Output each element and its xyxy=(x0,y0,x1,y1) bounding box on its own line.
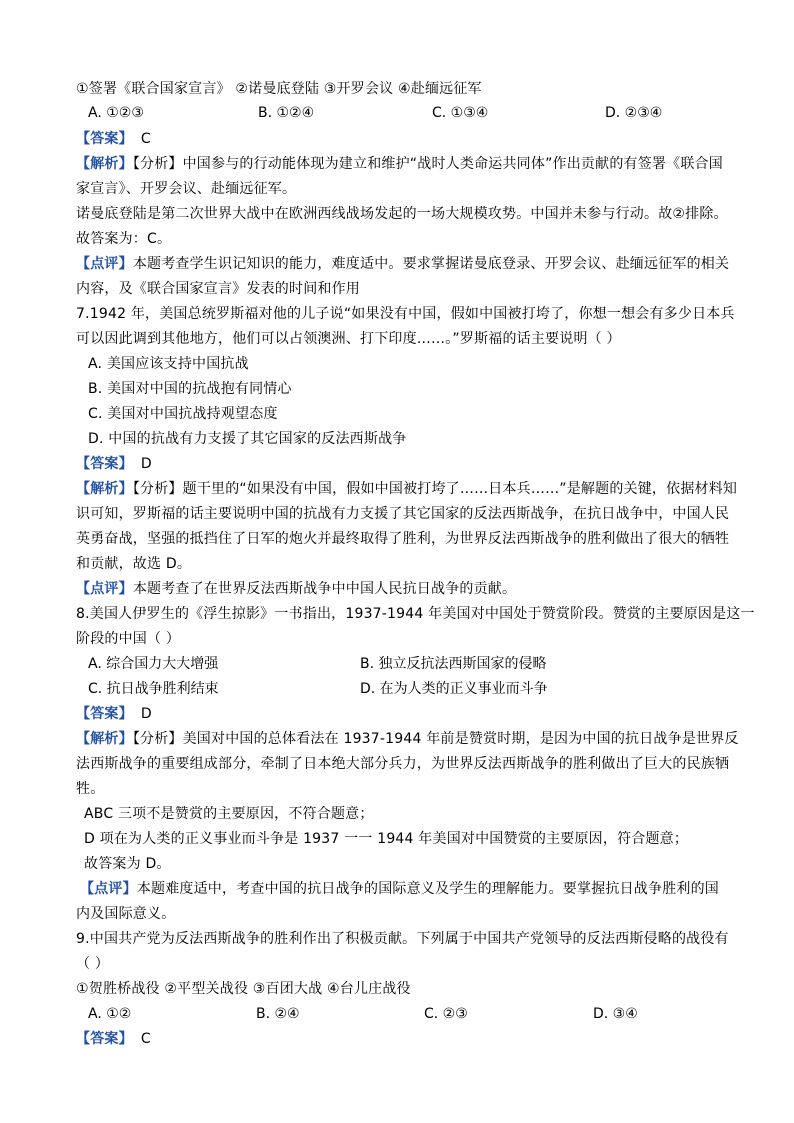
q7-option-c: C. 美国对中国抗战持观望态度 xyxy=(88,406,278,422)
analysis-tag: 【解析】 xyxy=(76,156,133,172)
q6-comment-line-2: 内容，及《联合国家宣言》发表的时间和作用 xyxy=(76,281,360,297)
comment-text: 本题考查学生识记知识的能力，难度适中。要求掌握诺曼底登录、开罗会议、赴缅远征军的相关 xyxy=(132,256,730,272)
q9-option-b: B. ②④ xyxy=(256,1006,300,1022)
comment-text: 本题考查了在世界反法西斯战争中中国人民抗日战争的贡献。 xyxy=(132,581,517,597)
q8-answer xyxy=(76,705,152,723)
analysis-text: 【分析】题干里的“如果没有中国，假如中国被打垮了……日本兵……”是解题的关键，依据材料知 xyxy=(132,481,738,497)
q7-comment xyxy=(76,580,516,598)
analysis-text: 【分析】美国对中国的总体看法在 1937-1944 年前是赞赏时期，是因为中国的抗日战争是世界反 xyxy=(132,731,739,747)
q6-comment-line-1 xyxy=(76,255,729,273)
q7-analysis-line-3: 英勇奋战，坚强的抵挡住了日军的炮火并最终取得了胜利，为世界反法西斯战争的胜利做出了很大的牺牲 xyxy=(76,531,730,547)
q6-option-b: B. ①②④ xyxy=(258,105,315,121)
q8-option-a: A. 综合国力大大增强 xyxy=(88,656,219,672)
q8-comment-line-1 xyxy=(80,880,719,898)
answer-tag: 【答案】 xyxy=(76,456,133,472)
q6-analysis-line-4: 故答案为：C。 xyxy=(76,231,172,247)
q8-analysis-line-5: D 项在为人类的正义事业而斗争是 1937 一一 1944 年美国对中国赞赏的主要原因，符合题意； xyxy=(84,831,689,847)
q7-option-b: B. 美国对中国的抗战抱有同情心 xyxy=(88,381,292,397)
comment-text: 本题难度适中，考查中国的抗日战争的国际意义及学生的理解能力。要掌握抗日战争胜利的国 xyxy=(136,881,720,897)
q9-option-a: A. ①② xyxy=(88,1006,132,1022)
q9-stem-line-2: （ ） xyxy=(76,956,110,972)
q8-option-b: B. 独立反抗法西斯国家的侵略 xyxy=(360,656,547,672)
answer-value: D xyxy=(140,706,152,722)
q6-option-d: D. ②③④ xyxy=(605,105,663,121)
answer-tag: 【答案】 xyxy=(76,131,133,147)
answer-value: D xyxy=(140,456,152,472)
q7-option-d: D. 中国的抗战有力支援了其它国家的反法西斯战争 xyxy=(88,431,407,447)
q9-option-c: C. ②③ xyxy=(424,1006,468,1022)
q7-analysis-line-1 xyxy=(76,480,737,498)
q8-analysis-line-3: 牲。 xyxy=(76,781,105,797)
answer-tag: 【答案】 xyxy=(76,1031,133,1047)
q6-option-c: C. ①③④ xyxy=(432,105,489,121)
q9-stem-line-1: 9.中国共产党为反法西斯战争的胜利作出了积极贡献。下列属于中国共产党领导的反法西斯侵略的战役有 xyxy=(76,931,729,947)
q8-stem-line-1: 8.美国人伊罗生的《浮生掠影》一书指出，1937-1944 年美国对中国处于赞赏阶段。赞赏的主要原因是这一 xyxy=(76,606,755,622)
analysis-tag: 【解析】 xyxy=(76,481,133,497)
q6-option-a: A. ①②③ xyxy=(88,105,144,121)
q7-answer xyxy=(76,455,152,473)
q8-stem-line-2: 阶段的中国（ ） xyxy=(76,631,181,647)
q6-answer xyxy=(76,130,151,148)
analysis-tag: 【解析】 xyxy=(76,731,133,747)
q6-analysis-line-1 xyxy=(76,155,723,173)
comment-tag: 【点评】 xyxy=(76,581,133,597)
q6-analysis-line-3: 诺曼底登陆是第二次世界大战中在欧洲西线战场发起的一场大规模攻势。中国并未参与行动。故②排除。 xyxy=(76,206,728,222)
answer-value: C xyxy=(140,131,151,147)
analysis-text: 【分析】中国参与的行动能体现为建立和维护“战时人类命运共同体”作出贡献的有签署《联合国 xyxy=(132,156,723,172)
q6-analysis-line-2: 家宣言》、开罗会议、赴缅远征军。 xyxy=(76,181,297,197)
comment-tag: 【点评】 xyxy=(80,881,137,897)
q8-analysis-line-4: ABC 三项不是赞赏的主要原因，不符合题意； xyxy=(84,806,374,822)
q9-items: ①贺胜桥战役 ②平型关战役 ③百团大战 ④台儿庄战役 xyxy=(76,981,411,997)
q7-stem-line-1: 7.1942 年，美国总统罗斯福对他的儿子说“如果没有中国，假如中国被打垮了，你想一想会有多少日本兵 xyxy=(76,306,735,322)
q6-items: ①签署《联合国家宣言》 ②诺曼底登陆 ③开罗会议 ④赴缅远征军 xyxy=(76,81,482,97)
q9-answer xyxy=(76,1030,151,1048)
answer-value: C xyxy=(140,1031,151,1047)
q8-comment-line-2: 内及国际意义。 xyxy=(76,906,176,922)
answer-tag: 【答案】 xyxy=(76,706,133,722)
q7-option-a: A. 美国应该支持中国抗战 xyxy=(88,356,249,372)
comment-tag: 【点评】 xyxy=(76,256,133,272)
q8-option-c: C. 抗日战争胜利结束 xyxy=(88,681,219,697)
q9-option-d: D. ③④ xyxy=(593,1006,638,1022)
q8-analysis-line-1 xyxy=(76,730,739,748)
q7-stem-line-2: 可以因此调到其他地方，他们可以占领澳洲、打下印度……。”罗斯福的话主要说明（ ） xyxy=(76,331,621,347)
q7-analysis-line-2: 识可知，罗斯福的话主要说明中国的抗战有力支援了其它国家的反法西斯战争，在抗日战争中，中国人民 xyxy=(76,506,730,522)
q8-analysis-line-6: 故答案为 D。 xyxy=(84,856,171,872)
q7-analysis-line-4: 和贡献，故选 D。 xyxy=(76,556,192,572)
q8-option-d: D. 在为人类的正义事业而斗争 xyxy=(360,681,548,697)
q8-analysis-line-2: 法西斯战争的重要组成部分，牵制了日本绝大部分兵力，为世界反法西斯战争的胜利做出了巨大的民族牺 xyxy=(76,756,730,772)
